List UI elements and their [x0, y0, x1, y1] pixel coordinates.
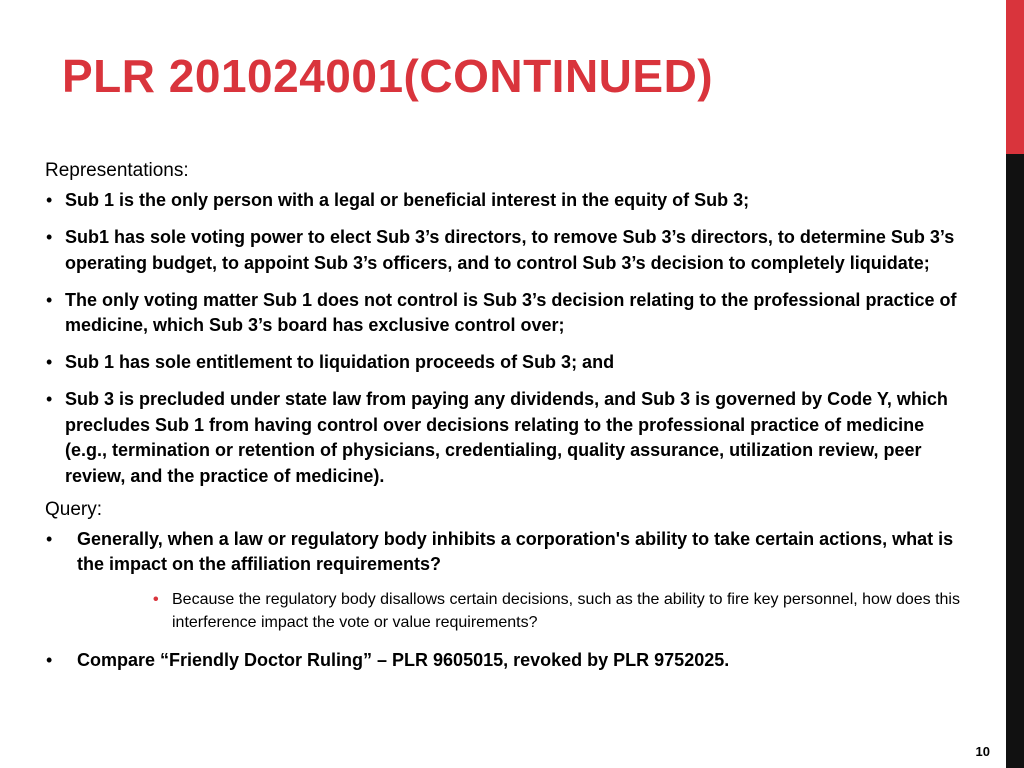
query-sub-point: Because the regulatory body disallows certain decisions, such as the ability to fire key personnel, how does this interference impact the vote or value requirements?	[172, 591, 960, 631]
query-sub-list	[45, 589, 970, 634]
bullet-text: Sub1 has sole voting power to elect Sub 3’s directors, to remove Sub 3’s directors, to determine Sub 3’s operating budget, to appoint Sub 3’s officers, and to control Sub 3’s decision to completely liquidate;	[65, 227, 955, 273]
bullet-dot-icon: •	[46, 289, 53, 310]
query-question: Generally, when a law or regulatory body inhibits a corporation's ability to take certain actions, what is the impact on the affiliation requirements?	[77, 528, 954, 574]
bullet-dot-icon: •	[46, 528, 53, 549]
list-item	[45, 527, 970, 578]
list-item	[45, 188, 970, 214]
bullet-text: Sub 3 is precluded under state law from paying any dividends, and Sub 3 is governed by Code Y, which precludes Sub 1 from having control over decisions relating to the professional practice of medicine (e.g., termination or retention of physicians, credentialing, quality assurance, utilization review, peer review, and the practice of medicine).	[65, 389, 948, 486]
page-number: 10	[975, 744, 990, 759]
bullet-dot-icon: •	[46, 352, 53, 372]
slide-title: PLR 201024001(CONTINUED)	[62, 50, 714, 102]
list-item	[45, 350, 970, 376]
red-bullet-dot-icon: •	[153, 591, 159, 608]
bullet-dot-icon: •	[46, 389, 53, 409]
bullet-dot-icon: •	[46, 227, 53, 247]
list-item	[45, 288, 970, 339]
list-item	[45, 225, 970, 276]
list-item	[153, 589, 970, 634]
representations-heading: Representations:	[45, 160, 189, 181]
query-list	[45, 527, 970, 578]
bullet-text: The only voting matter Sub 1 does not control is Sub 3’s decision relating to the professional practice of medicine, which Sub 3’s board has exclusive control over;	[65, 289, 957, 335]
representations-list	[45, 188, 970, 489]
bullet-text: Sub 1 is the only person with a legal or beneficial interest in the equity of Sub 3;	[65, 190, 750, 210]
bullet-dot-icon: •	[46, 190, 53, 210]
compare-text: Compare “Friendly Doctor Ruling” – PLR 9605015, revoked by PLR 9752025.	[77, 650, 730, 670]
accent-bar-red	[1006, 0, 1024, 154]
list-item	[45, 648, 970, 674]
compare-list	[45, 648, 970, 674]
bullet-text: Sub 1 has sole entitlement to liquidation proceeds of Sub 3; and	[65, 352, 615, 372]
slide-content	[45, 158, 970, 685]
accent-bar-dark	[1006, 154, 1024, 768]
bullet-dot-icon: •	[46, 650, 53, 670]
query-heading: Query:	[45, 498, 103, 520]
list-item	[45, 387, 970, 489]
